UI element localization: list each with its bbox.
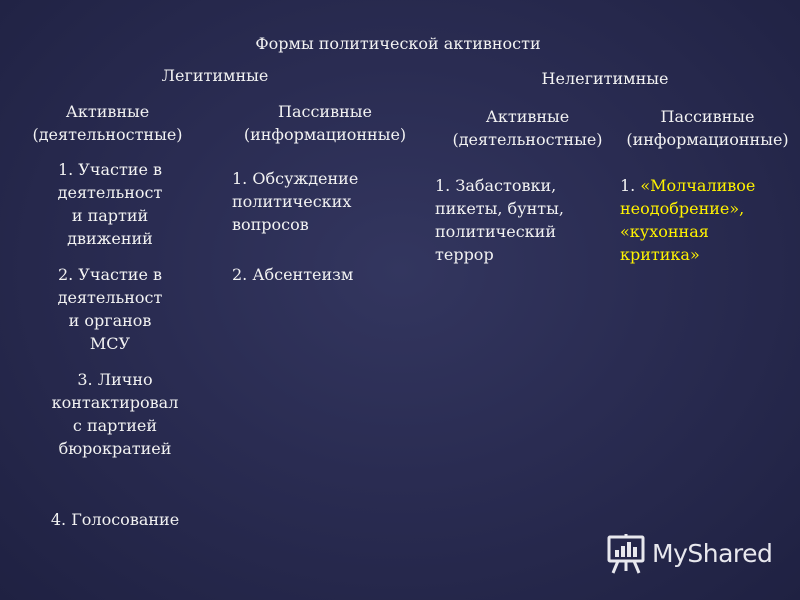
presentation-chart-icon [606, 533, 648, 575]
legitimate-active-label: Активные (деятельностные) [32, 102, 183, 144]
illegitimate-passive-label: Пассивные (информационные) [626, 107, 789, 149]
legitimate-active-item-3: 3. Лично контактировал с партией бюрократией [51, 370, 179, 458]
legitimate-passive-item-1: 1. Обсуждение политических вопросов [232, 169, 359, 234]
legitimate-active-item-1: 1. Участие в деятельност и партий движений [57, 160, 163, 248]
illegitimate-active-label: Активные (деятельностные) [452, 107, 603, 149]
item-number: 1. [620, 176, 641, 195]
watermark-logo [606, 533, 782, 575]
illegitimate-active-item-1: 1. Забастовки, пикеты, бунты, политический террор [435, 176, 564, 264]
legitimate-passive-label: Пассивные (информационные) [243, 102, 407, 144]
slide-title: Формы политической активности [255, 34, 541, 53]
legitimate-heading: Легитимные [161, 66, 269, 85]
legitimate-active-item-2: 2. Участие в деятельност и органов МСУ [57, 265, 163, 353]
watermark-text: MyShared [652, 539, 773, 568]
legitimate-passive-item-2: 2. Абсентеизм [232, 265, 354, 284]
legitimate-active-item-4: 4. Голосование [50, 510, 180, 529]
highlighted-text: «Молчаливое неодобрение», «кухонная критика» [620, 176, 756, 264]
illegitimate-heading: Нелегитимные [541, 69, 669, 88]
illegitimate-passive-item-1 [620, 174, 800, 266]
